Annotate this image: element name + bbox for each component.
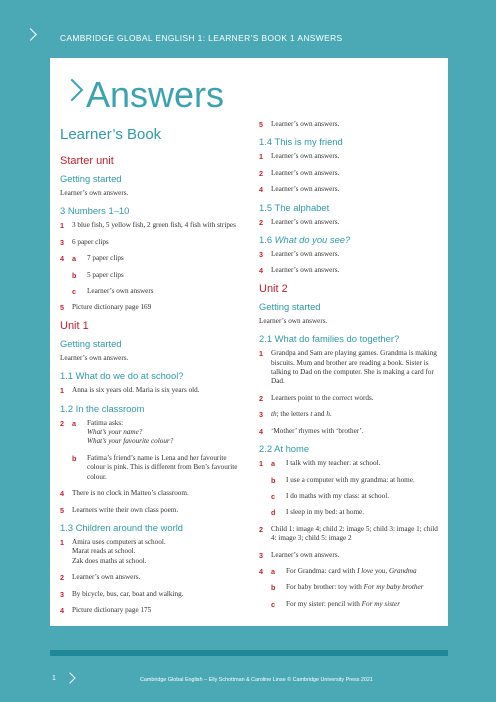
answer-item	[259, 567, 445, 576]
item-text: Picture dictionary page 169	[72, 303, 152, 312]
section-heading: Getting started	[60, 173, 122, 184]
item-letter: b	[271, 583, 276, 593]
item-letter: b	[72, 453, 77, 463]
answer-item	[259, 525, 445, 544]
answer-item	[259, 349, 445, 387]
item-number: 1	[259, 152, 263, 162]
answer-item	[60, 271, 246, 280]
item-text: Learner’s own answers.	[271, 168, 340, 177]
answer-item	[259, 551, 445, 560]
answer-item	[60, 538, 246, 566]
answer-item	[60, 221, 246, 230]
item-text: Picture dictionary page 175	[72, 605, 152, 614]
section-heading: 1.6 What do you see?	[259, 234, 351, 246]
answer-item	[259, 492, 445, 501]
answer-item	[60, 606, 246, 615]
answer-item	[60, 419, 246, 447]
chevron-right-icon	[24, 28, 37, 41]
item-text: For my sister: pencil with For my sister	[286, 599, 401, 608]
item-text: Learner’s own answers.	[271, 217, 340, 226]
item-text: Learner’s own answers.	[271, 120, 340, 128]
footer-credit: Cambridge Global English – Elly Schottman & Caroline Linse © Cambridge University Press 2021	[140, 677, 373, 683]
item-text: Learner’s own answers.	[271, 250, 340, 259]
unit-heading: Unit 1	[60, 319, 89, 332]
item-text: By bicycle, bus, car, boat and walking.	[72, 589, 184, 598]
item-number: 4	[259, 426, 263, 436]
item-number: 2	[259, 168, 263, 178]
item-letter: a	[72, 254, 76, 264]
answer-item	[60, 454, 246, 482]
item-number: 2	[259, 217, 263, 227]
answer-item	[259, 185, 445, 194]
item-text: th; the letters t and h.	[271, 410, 332, 419]
item-number: 5	[259, 120, 263, 129]
item-number: 5	[60, 303, 64, 313]
answer-item	[259, 218, 445, 227]
item-number: 3	[259, 250, 263, 260]
header-title: CAMBRIDGE GLOBAL ENGLISH 1: LEARNER’S BOOK 1 ANSWERS	[60, 33, 343, 43]
item-number: 2	[60, 573, 64, 583]
item-text: Learner’s own answers	[87, 287, 154, 296]
answer-item	[259, 459, 445, 468]
item-letter: c	[271, 599, 275, 609]
item-number: 2	[259, 524, 263, 534]
chevron-right-icon	[61, 79, 84, 102]
item-letter: b	[72, 270, 77, 280]
answer-page	[50, 58, 448, 626]
item-letter: b	[271, 475, 276, 485]
item-text: Amira uses computers at school. Marat reads at school. Zak does maths at school.	[72, 537, 166, 565]
section-heading: 3 Numbers 1–10	[60, 205, 130, 217]
answer-item	[259, 583, 445, 592]
answer-item	[259, 427, 445, 436]
item-text: I talk with my teacher: at school.	[286, 459, 381, 468]
right-column	[259, 120, 445, 616]
chevron-right-icon	[64, 672, 75, 683]
item-number: 5	[60, 505, 64, 515]
section-heading: 1.4 This is my friend	[259, 136, 343, 148]
item-number: 4	[60, 254, 64, 264]
book-heading: Learner’s Book	[60, 126, 162, 143]
item-text: Learner’s own answers.	[271, 185, 340, 194]
answer-text: Learner’s own answers.	[60, 189, 129, 197]
answer-item	[60, 573, 246, 582]
item-letter: a	[271, 566, 275, 576]
item-number: 1	[60, 537, 64, 547]
section-heading: 1.1 What do we do at school?	[60, 370, 184, 382]
item-text: Grandpa and Sam are playing games. Grandma is making biscuits. Mum and brother are reading a book. Sister is talking to Dad on the computer. She is making a card for Dad.	[271, 349, 437, 386]
section-heading: 1.3 Children around the world	[60, 521, 183, 533]
answer-item	[60, 303, 246, 312]
answer-item	[259, 152, 445, 161]
item-number: 3	[259, 550, 263, 560]
item-text: 6 paper clips	[72, 237, 109, 246]
answer-item	[259, 508, 445, 517]
page-title: Answers	[86, 74, 225, 115]
item-text: Learner’s own answers.	[72, 573, 141, 582]
item-text: 3 blue fish, 5 yellow fish, 2 green fish, 4 fish with stripes	[72, 221, 236, 230]
item-text: I do maths with my class: at school.	[286, 491, 390, 500]
item-number: 1	[60, 221, 64, 231]
item-text: Learners write their own class poem.	[72, 505, 179, 514]
page-number: 1	[52, 675, 56, 682]
left-column	[60, 126, 246, 622]
item-text: Learner’s own answers.	[271, 266, 340, 275]
item-text: Anna is six years old. Maria is six years old.	[72, 386, 200, 395]
footer-rule	[50, 650, 448, 656]
section-heading: 2.1 What do families do together?	[259, 333, 400, 345]
item-number: 1	[60, 386, 64, 396]
section-heading: 2.2 At home	[259, 443, 310, 455]
item-text: 7 paper clips	[87, 254, 124, 263]
item-number: 4	[259, 185, 263, 195]
item-letter: c	[72, 287, 76, 297]
answer-text: Learner’s own answers.	[60, 353, 129, 362]
answer-item	[259, 476, 445, 485]
item-letter: d	[271, 508, 276, 518]
item-text: For baby brother: toy with For my baby brother	[286, 583, 424, 592]
item-letter: a	[72, 418, 76, 428]
item-number: 2	[259, 393, 263, 403]
answer-item	[259, 394, 445, 403]
section-heading: Getting started	[259, 300, 321, 312]
item-number: 3	[60, 589, 64, 599]
answer-item	[60, 506, 246, 515]
item-text: I sleep in my bed: at home.	[286, 508, 365, 517]
item-number: 4	[259, 566, 263, 576]
item-number: 3	[60, 237, 64, 247]
item-number: 1	[259, 459, 263, 469]
item-text: Child 1: image 4; child 2: image 5; child 3: image 1; child 4: image 3; child 5: image 2	[271, 524, 438, 543]
item-number: 3	[259, 410, 263, 420]
item-text: There is no clock in Matteo’s classroom.	[72, 489, 189, 498]
answer-item	[60, 386, 246, 395]
answer-item	[259, 169, 445, 178]
answer-item	[259, 266, 445, 275]
unit-heading: Starter unit	[60, 155, 114, 167]
answer-text: Learner’s own answers.	[259, 316, 328, 325]
answer-item	[60, 590, 246, 599]
top-banner	[0, 0, 496, 58]
item-text: ‘Mother’ rhymes with ‘brother’.	[271, 426, 364, 435]
item-letter: c	[271, 491, 275, 501]
answer-item	[259, 120, 445, 129]
item-number: 4	[60, 489, 64, 499]
answer-item	[259, 250, 445, 259]
section-heading: Getting started	[60, 337, 122, 349]
item-number: 1	[259, 349, 263, 359]
item-number: 2	[60, 418, 64, 428]
answer-item	[60, 254, 246, 263]
item-text: Learner’s own answers.	[271, 152, 340, 161]
item-text: Fatima’s friend’s name is Lena and her favourite colour is pink. This is different from Ben’s favourite colour.	[87, 453, 238, 481]
answer-item	[60, 238, 246, 247]
item-letter: a	[271, 459, 275, 469]
item-text: Fatima asks: What’s your name? What’s your favourite colour?	[87, 418, 174, 446]
answer-item	[60, 489, 246, 498]
item-text: I use a computer with my grandma: at home.	[286, 475, 415, 484]
item-text: Learners point to the correct words.	[271, 393, 374, 402]
section-heading: 1.2 In the classroom	[60, 402, 145, 414]
item-text: For Grandma: card with I love you, Grandma	[286, 566, 417, 575]
item-number: 4	[60, 605, 64, 615]
item-text: Learner’s own answers.	[271, 550, 340, 559]
answer-item	[259, 600, 445, 609]
item-text: 5 paper clips	[87, 270, 124, 279]
answer-item	[259, 410, 445, 419]
section-heading: 1.5 The alphabet	[259, 201, 330, 213]
answer-item	[60, 287, 246, 296]
item-number: 4	[259, 266, 263, 276]
unit-heading: Unit 2	[259, 282, 288, 295]
